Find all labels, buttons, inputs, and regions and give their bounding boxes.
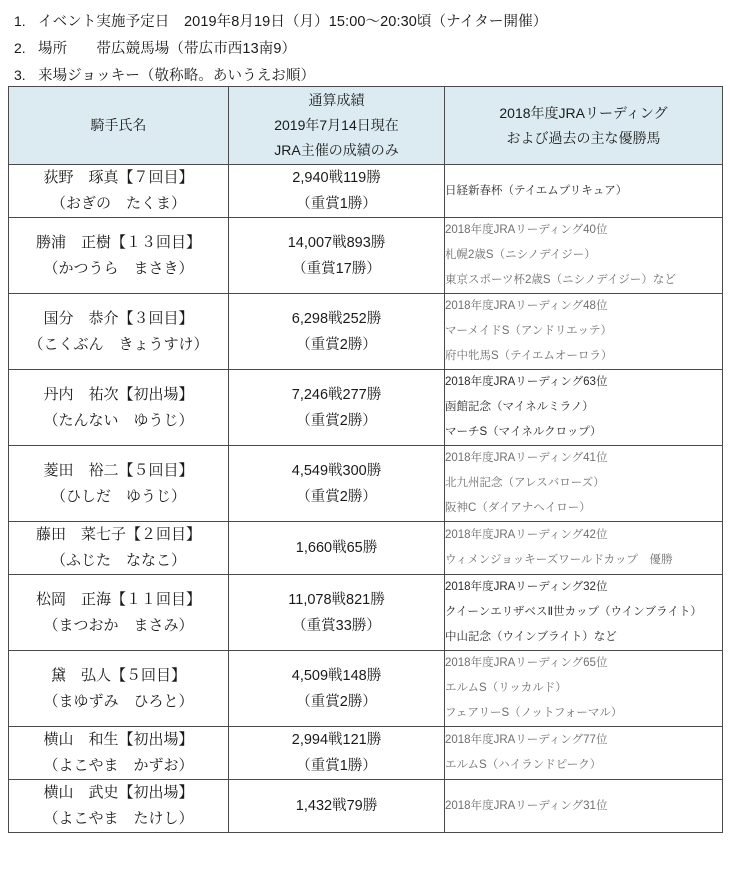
career-stats-line: （重賞2勝） (296, 336, 377, 353)
career-stats-line: （重賞2勝） (296, 412, 377, 429)
leading-and-wins-line: 中山記念（ウインブライト）など (445, 631, 617, 643)
table-row (9, 727, 723, 780)
cell-career-stats (229, 727, 445, 780)
table-row (9, 294, 723, 370)
leading-and-wins-line: 2018年度JRAリーディング41位 (445, 452, 608, 464)
career-stats-line: 2,940戦119勝 (292, 170, 381, 186)
table-row (9, 370, 723, 446)
jockey-name-kanji: 丹内 祐次【初出場】 (43, 385, 194, 403)
leading-and-wins-line: 2018年度JRAリーディング48位 (445, 300, 608, 312)
leading-and-wins-line: 札幌2歳S（ニシノデイジー） (445, 249, 596, 261)
career-stats-line: （重賞1勝） (296, 758, 377, 774)
career-stats-line: 14,007戦893勝 (287, 234, 386, 251)
cell-career-stats (229, 294, 445, 370)
cell-leading-and-wins (445, 294, 723, 370)
leading-and-wins-line: ウィメンジョッキーズワールドカップ 優勝 (445, 554, 673, 566)
leading-and-wins-line: 2018年度JRAリーディング63位 (445, 376, 608, 388)
column-header-name-label: 騎手氏名 (90, 117, 147, 133)
cell-career-stats (229, 522, 445, 575)
career-stats-line: 1,660戦65勝 (295, 540, 378, 556)
cell-jockey-name (9, 165, 229, 218)
jockey-name-kana: （まゆずみ ひろと） (43, 692, 194, 710)
jockey-name-kanji: 黛 弘人【５回目】 (50, 666, 186, 684)
column-header-stats-line1: 通算成績 (308, 92, 365, 108)
jockey-name-kanji: 菱田 裕二【５回目】 (43, 461, 194, 479)
leading-and-wins-line: マーメイドS（アンドリエッテ） (445, 325, 612, 337)
cell-leading-and-wins (445, 522, 723, 575)
leading-and-wins-line: 2018年度JRAリーディング31位 (445, 799, 608, 812)
cell-leading-and-wins (445, 575, 723, 651)
leading-and-wins-line: 阪神C（ダイアナヘイロー） (445, 502, 591, 514)
leading-and-wins-line: マーチS（マイネルクロップ） (445, 426, 602, 438)
cell-career-stats (229, 575, 445, 651)
jockey-name-kana: （ふじた ななこ） (50, 552, 186, 569)
jockey-name-kanji: 松岡 正海【１１回目】 (35, 590, 201, 608)
intro-item-number: 1. (14, 13, 26, 29)
cell-jockey-name (9, 294, 229, 370)
leading-and-wins-line: 函館記念（マイネルミラノ） (445, 401, 594, 413)
column-header-leading-line2: および過去の主な優勝馬 (506, 129, 661, 146)
career-stats-line: 6,298戦252勝 (291, 310, 382, 327)
jockey-name-kana: （よこやま たけし） (43, 810, 194, 827)
intro-item (0, 8, 730, 35)
column-header-stats (229, 87, 445, 165)
leading-and-wins-line: エルムS（ハイランドピーク） (445, 759, 602, 771)
cell-jockey-name (9, 218, 229, 294)
leading-and-wins-line: フェアリーS（ノットフォーマル） (445, 707, 623, 719)
table-row (9, 218, 723, 294)
career-stats-line: 1,432戦79勝 (295, 798, 378, 814)
column-header-stats-line2: 2019年7月14日現在 (274, 117, 399, 133)
intro-item-text: イベント実施予定日 2019年8月19日（月）15:00〜20:30頃（ナイター開催） (38, 14, 548, 30)
jockey-name-kana: （ひしだ ゆうじ） (50, 487, 186, 505)
leading-and-wins-line: クイーンエリザベスⅡ世カップ（ウインブライト） (445, 606, 702, 618)
career-stats-line: （重賞2勝） (296, 488, 377, 505)
intro-item-number: 2. (14, 40, 26, 56)
jockey-name-kana: （おぎの たくま） (50, 195, 186, 212)
leading-and-wins-line: 2018年度JRAリーディング40位 (445, 224, 608, 236)
leading-and-wins-line: 2018年度JRAリーディング42位 (445, 529, 608, 541)
cell-leading-and-wins (445, 727, 723, 780)
intro-item (0, 35, 730, 62)
leading-and-wins-line: 北九州記念（アレスバローズ） (445, 477, 605, 489)
column-header-name (9, 87, 229, 165)
cell-jockey-name (9, 727, 229, 780)
leading-and-wins-line: 2018年度JRAリーディング77位 (445, 734, 608, 746)
career-stats-line: 4,549戦300勝 (291, 462, 382, 479)
jockey-name-kana: （こくぶん きょうすけ） (28, 335, 209, 353)
table-row (9, 446, 723, 522)
table-header (9, 87, 723, 165)
table-row (9, 575, 723, 651)
cell-leading-and-wins (445, 780, 723, 833)
jockey-name-kanji: 国分 恭介【３回目】 (43, 309, 194, 327)
cell-leading-and-wins (445, 218, 723, 294)
career-stats-line: （重賞2勝） (296, 693, 377, 710)
cell-leading-and-wins (445, 446, 723, 522)
cell-career-stats (229, 651, 445, 727)
jockey-name-kanji: 横山 和生【初出場】 (43, 731, 194, 748)
cell-leading-and-wins (445, 370, 723, 446)
career-stats-line: （重賞17勝） (292, 260, 381, 277)
career-stats-line: 2,994戦121勝 (291, 732, 382, 748)
career-stats-line: （重賞33勝） (292, 617, 381, 634)
cell-jockey-name (9, 522, 229, 575)
cell-jockey-name (9, 651, 229, 727)
cell-jockey-name (9, 780, 229, 833)
career-stats-line: 4,509戦148勝 (291, 667, 382, 684)
leading-and-wins-line: 東京スポーツ杯2歳S（ニシノデイジー）など (445, 274, 676, 286)
column-header-leading (445, 87, 723, 165)
cell-career-stats (229, 165, 445, 218)
cell-jockey-name (9, 370, 229, 446)
jockey-name-kanji: 藤田 菜七子【２回目】 (35, 526, 201, 543)
leading-and-wins-line: 日経新春杯（テイエムプリキュア） (445, 184, 628, 197)
career-stats-line: 11,078戦821勝 (288, 591, 385, 608)
leading-and-wins-line: 府中牝馬S（テイエムオーロラ） (445, 350, 613, 362)
cell-leading-and-wins (445, 651, 723, 727)
intro-item (0, 62, 730, 89)
cell-career-stats (229, 780, 445, 833)
intro-item-text: 来場ジョッキー（敬称略。あいうえお順） (38, 68, 316, 84)
cell-career-stats (229, 218, 445, 294)
leading-and-wins-line: 2018年度JRAリーディング65位 (445, 657, 608, 669)
jockey-name-kanji: 荻野 琢真【７回目】 (43, 169, 194, 186)
intro-list (0, 0, 730, 89)
intro-item-number: 3. (14, 67, 26, 83)
cell-career-stats (229, 446, 445, 522)
intro-item-text: 場所 帯広競馬場（帯広市西13南9） (38, 41, 297, 57)
leading-and-wins-line: 2018年度JRAリーディング32位 (445, 581, 608, 593)
table-header-row (9, 87, 723, 165)
jockey-name-kana: （かつうら まさき） (43, 259, 194, 277)
table-row (9, 780, 723, 833)
column-header-leading-line1: 2018年度JRAリーディング (499, 104, 668, 121)
jockey-table (8, 86, 723, 833)
leading-and-wins-line: エルムS（リッカルド） (445, 682, 567, 694)
cell-jockey-name (9, 446, 229, 522)
table-row (9, 651, 723, 727)
jockey-name-kana: （よこやま かずお） (43, 757, 194, 774)
career-stats-line: （重賞1勝） (296, 196, 377, 212)
cell-jockey-name (9, 575, 229, 651)
jockey-name-kanji: 勝浦 正樹【１３回目】 (35, 233, 201, 251)
table-body (9, 165, 723, 833)
table-row (9, 522, 723, 575)
jockey-name-kana: （たんない ゆうじ） (43, 411, 194, 429)
column-header-stats-line3: JRA主催の成績のみ (274, 142, 399, 158)
table-row (9, 165, 723, 218)
cell-leading-and-wins (445, 165, 723, 218)
career-stats-line: 7,246戦277勝 (291, 386, 382, 403)
cell-career-stats (229, 370, 445, 446)
jockey-name-kana: （まつおか まさみ） (43, 616, 194, 634)
jockey-name-kanji: 横山 武史【初出場】 (43, 784, 194, 801)
